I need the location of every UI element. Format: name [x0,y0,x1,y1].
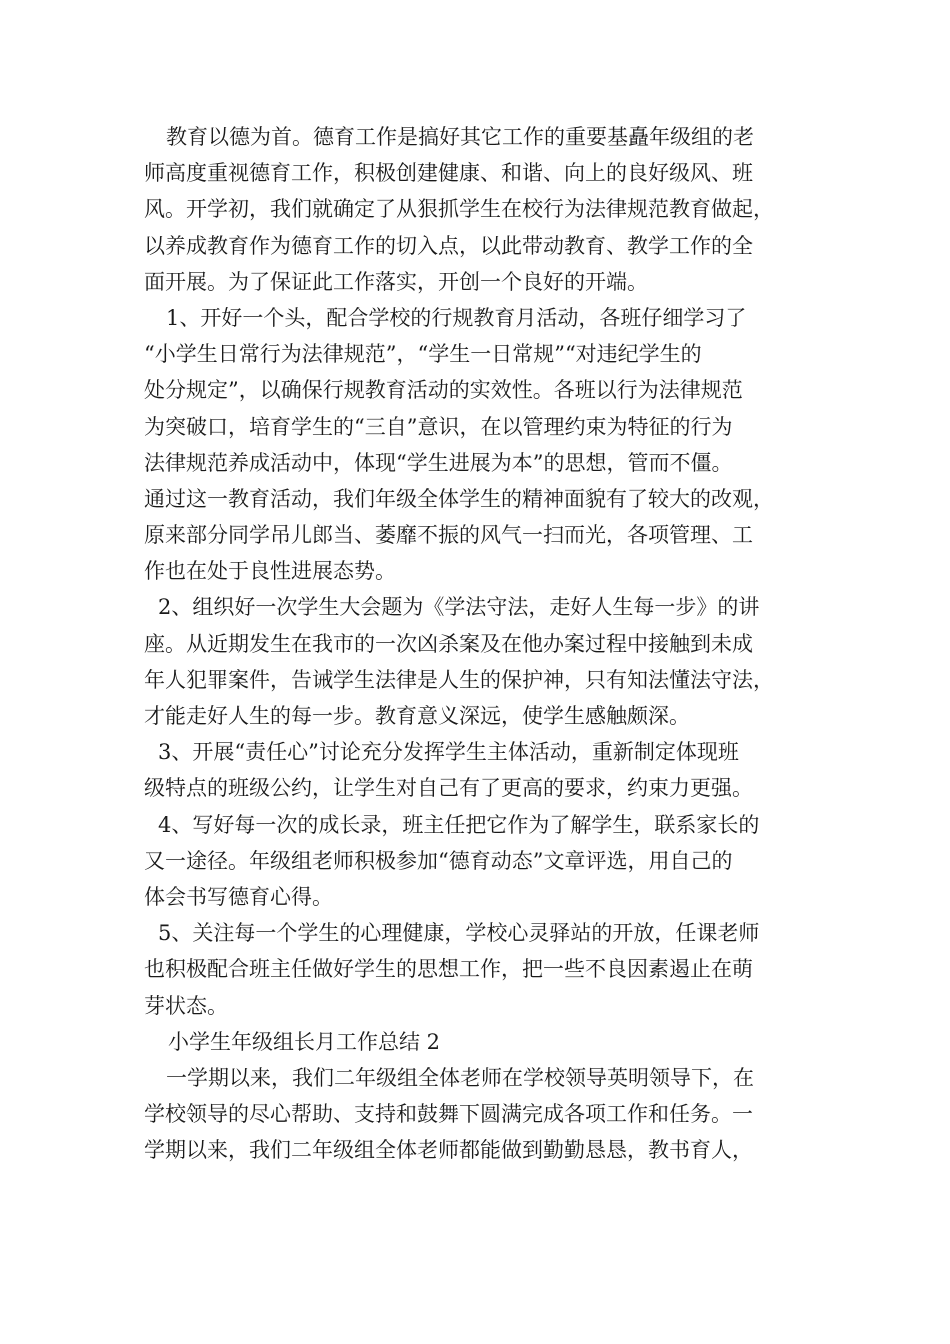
paragraph-line: 学期以来，我们二年级组全体老师都能做到勤勤恳恳，教书育人， [144,1138,753,1163]
paragraph-line: 处分规定”，以确保行规教育活动的实效性。各班以行为法律规范 [144,378,743,403]
paragraph-line: 作也在处于良性进展态势。 [144,559,396,584]
paragraph-line: 才能走好人生的每一步。教育意义深远，使学生感触颇深。 [144,704,690,728]
paragraph-line: 为突破口，培育学生的“三自”意识，在以管理约束为特征的行为 [144,414,733,439]
paragraph-line: 一学期以来，我们二年级组全体老师在学校领导英明领导下，在 [166,1065,754,1090]
paragraph-line: 法律规范养成活动中，体现“学生进展为本”的思想，管而不僵。 [144,450,733,475]
paragraph-line: 以养成教育作为德育工作的切入点，以此带动教育、教学工作的全 [144,233,753,258]
paragraph-line: 芽状态。 [144,993,228,1018]
paragraph-line: 师高度重视德育工作，积极创建健康、和谐、向上的良好级风、班 [144,161,753,186]
paragraph-line: 学校领导的尽心帮助、支持和鼓舞下圆满完成各项工作和任务。一 [144,1102,753,1127]
list-item-line: 3、开展“责任心”讨论充分发挥学生主体活动，重新制定体现班 [158,740,739,765]
list-item-line: 2、组织好一次学生大会题为《学法守法，走好人生每一步》的讲 [158,595,760,620]
document-body [144,119,824,1168]
paragraph-line: “小学生日常行为法律规范”，“学生一日常规”“对违纪学生的 [144,342,702,367]
paragraph-line: 原来部分同学吊儿郎当、萎靡不振的风气一扫而光，各项管理、工 [144,523,753,548]
paragraph-line: 也积极配合班主任做好学生的思想工作，把一些不良因素遏止在萌 [144,957,753,982]
section-heading: 小学生年级组长月工作总结 2 [168,1029,441,1054]
paragraph-line: 体会书写德育心得。 [144,884,333,909]
list-item-line: 5、关注每一个学生的心理健康，学校心灵驿站的开放，任课老师 [158,921,760,946]
list-item-line: 1、开好一个头，配合学校的行规教育月活动，各班仔细学习了 [166,305,747,330]
paragraph-line: 座。从近期发生在我市的一次凶杀案及在他办案过程中接触到未成 [144,631,753,656]
paragraph-line: 级特点的班级公约，让学生对自己有了更高的要求，约束力更强。 [144,776,753,801]
paragraph-line: 风。开学初，我们就确定了从狠抓学生在校行为法律规范教育做起， [144,197,774,222]
list-item-line: 4、写好每一次的成长录，班主任把它作为了解学生，联系家长的 [158,812,760,837]
paragraph-line: 年人犯罪案件，告诫学生法律是人生的保护神，只有知法懂法守法， [144,667,774,692]
paragraph-line: 又一途径。年级组老师积极参加“德育动态”文章评选，用自己的 [144,848,733,873]
paragraph-line: 教育以德为首。德育工作是搞好其它工作的重要基矗年级组的老 [166,125,754,149]
paragraph-line: 通过这一教育活动，我们年级全体学生的精神面貌有了较大的改观， [144,486,774,511]
paragraph-line: 面开展。为了保证此工作落实，开创一个良好的开端。 [144,269,648,294]
